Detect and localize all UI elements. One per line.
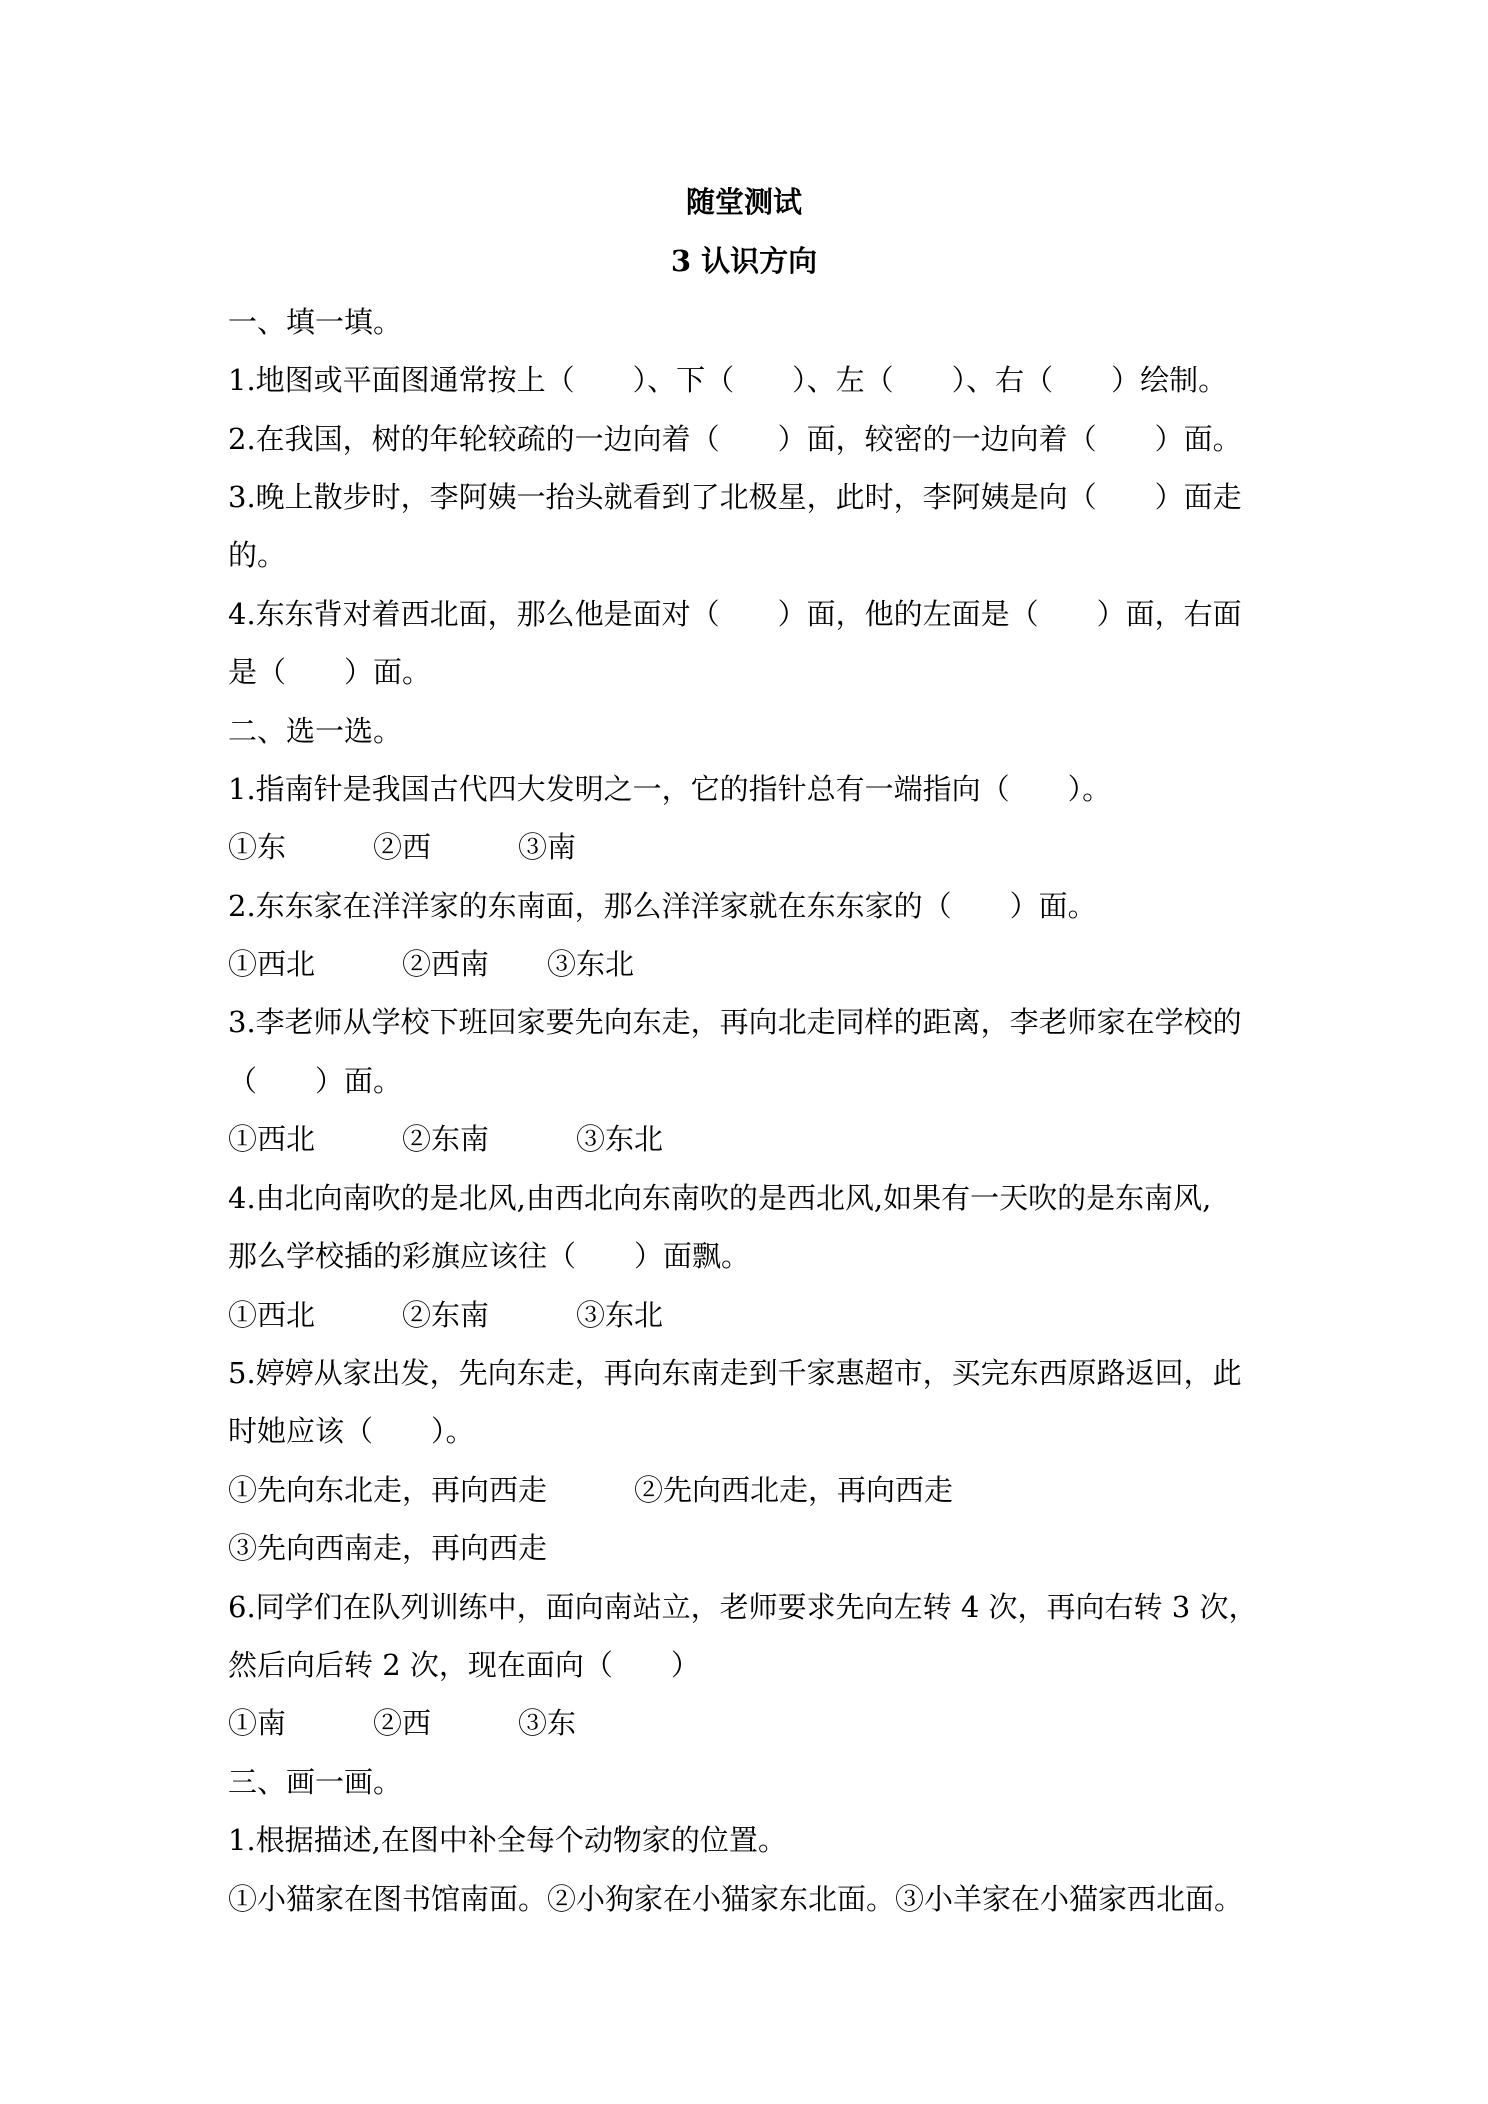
question-text: 6.同学们在队列训练中，面向南站立，老师要求先向左转 4 次，再向右转 3 次， — [228, 1590, 1258, 1624]
question-text: 那么学校插的彩旗应该往（ ）面飘。 — [228, 1239, 751, 1273]
question-text: 4.由北向南吹的是北风,由西北向东南吹的是西北风,如果有一天吹的是东南风, — [228, 1181, 1212, 1215]
question-text: 4.东东背对着西北面，那么他是面对（ ）面，他的左面是（ ）面，右面 — [228, 597, 1242, 631]
answer-options: ①西北 ②东南 ③东北 — [228, 1298, 664, 1332]
page-subtitle: 3 认识方向 — [670, 244, 818, 278]
answer-options: ①南 ②西 ③东 — [228, 1706, 577, 1740]
question-text: 1.地图或平面图通常按上（ ）、下（ ）、左（ ）、右（ ）绘制。 — [228, 363, 1228, 397]
question-text: 的。 — [228, 538, 287, 572]
question-text: 3.晚上散步时，李阿姨一抬头就看到了北极星，此时，李阿姨是向（ ）面走 — [228, 480, 1242, 514]
question-text: 是（ ）面。 — [228, 655, 432, 689]
question-text: 5.婷婷从家出发，先向东走，再向东南走到千家惠超市，买完东西原路返回，此 — [228, 1356, 1242, 1390]
section-heading-fill: 一、填一填。 — [228, 305, 403, 339]
section-heading-draw: 三、画一画。 — [228, 1765, 403, 1799]
answer-options: ③先向西南走，再向西走 — [228, 1531, 548, 1565]
question-text: 1.指南针是我国古代四大发明之一，它的指针总有一端指向（ ）。 — [228, 772, 1112, 806]
question-text: 3.李老师从学校下班回家要先向东走，再向北走同样的距离，李老师家在学校的 — [228, 1005, 1242, 1039]
question-text: 1.根据描述,在图中补全每个动物家的位置。 — [228, 1823, 787, 1857]
question-text: 然后向后转 2 次，现在面向（ ） — [228, 1648, 700, 1682]
question-text: 2.在我国，树的年轮较疏的一边向着（ ）面，较密的一边向着（ ）面。 — [228, 422, 1242, 456]
answer-options: ①先向东北走，再向西走 ②先向西北走，再向西走 — [228, 1473, 954, 1507]
answer-options: ①西北 ②西南 ③东北 — [228, 947, 635, 981]
section-heading-choose: 二、选一选。 — [228, 714, 403, 748]
question-text: 2.东东家在洋洋家的东南面，那么洋洋家就在东东家的（ ）面。 — [228, 889, 1097, 923]
answer-options: ①东 ②西 ③南 — [228, 830, 577, 864]
question-text: （ ）面。 — [228, 1064, 403, 1098]
question-text: 时她应该（ ）。 — [228, 1414, 475, 1448]
page-title: 随堂测试 — [685, 185, 802, 219]
question-text: ①小猫家在图书馆南面。②小狗家在小猫家东北面。③小羊家在小猫家西北面。 — [228, 1882, 1244, 1916]
answer-options: ①西北 ②东南 ③东北 — [228, 1122, 664, 1156]
